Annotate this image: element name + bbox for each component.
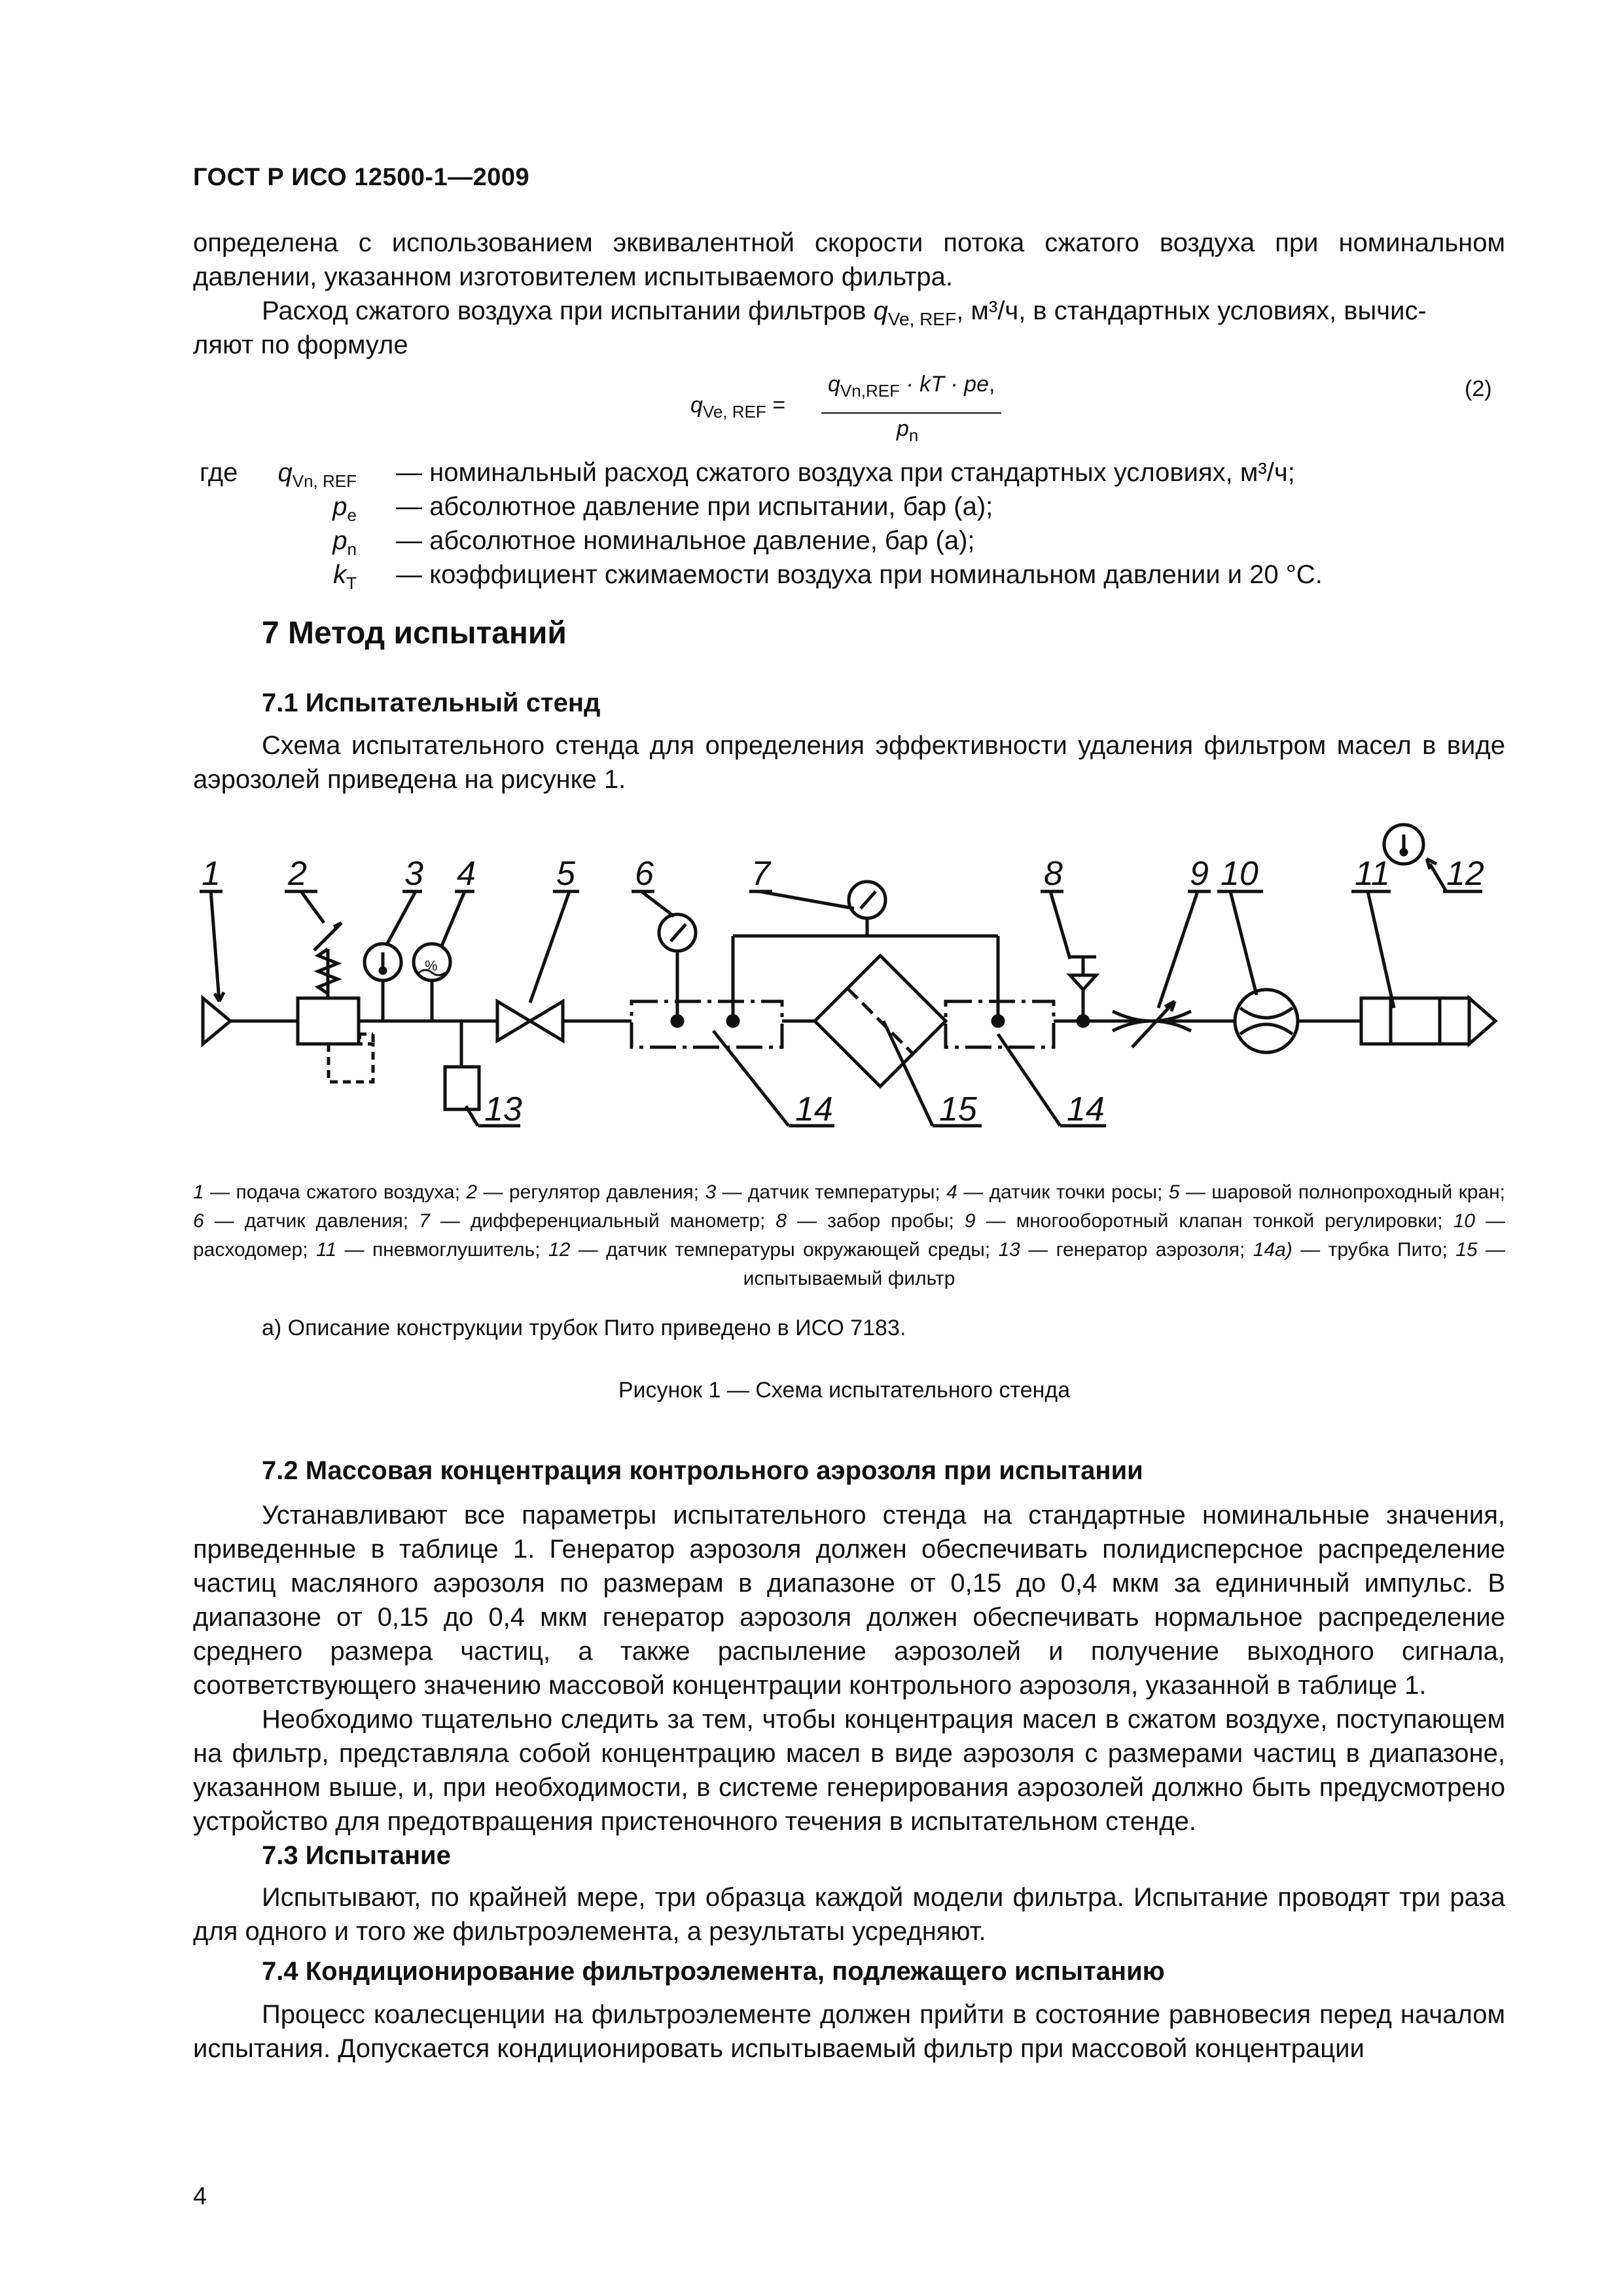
figure-label: 10 — [1221, 855, 1258, 893]
figure-label: 5 — [556, 855, 575, 893]
subsection-heading-7-1: 7.1 Испытательный стенд — [262, 689, 601, 717]
figure-label: 2 — [288, 855, 307, 893]
def-symbol: $p_n$ — [332, 526, 357, 559]
flow-rate-subscript: Ve, REF — [887, 309, 957, 329]
figure-label: 4 — [457, 855, 476, 893]
figure-label: 11 — [1355, 855, 1390, 893]
pitot-tube-icon — [632, 1001, 782, 1047]
ball-valve-icon — [497, 1001, 530, 1041]
where-label: где — [200, 458, 238, 487]
page-number: 4 — [193, 2183, 207, 2210]
paragraph-flow-rate-line2: ляют по формуле — [193, 331, 408, 359]
figure-label: 14 — [1067, 1090, 1105, 1128]
paragraph-7-2-b: Необходимо тщательно следить за тем, чтобы концентрация масел в сжатом воздухе, поступающем на фильтр, представляла собой концентрацию масел в виде аэрозоля с размерами частиц в диапазоне, указанном выше, и, при необходимости, в системе генерирования аэрозолей должно быть предусмотрено устройство для предотвращения пристеночного течения в испытательном стенде. — [193, 1705, 1505, 1836]
fraction-bar — [821, 412, 1001, 414]
paragraph-flow-rate — [262, 294, 1427, 336]
paragraph-continuation: определена с использованием эквивалентной скорости потока сжатого воздуха при номинальном давлении, указанном изготовителем испытываемого фильтра. — [193, 228, 1505, 291]
figure-label: 1 — [202, 855, 221, 893]
def-text: — номинальный расход сжатого воздуха при стандартных условиях, м³/ч; — [396, 458, 1295, 487]
pressure-regulator-icon — [298, 998, 359, 1044]
compressed-air-inlet-icon — [203, 998, 230, 1044]
subsection-heading-7-3: 7.3 Испытание — [262, 1841, 451, 1870]
formula-number: (2) — [1465, 376, 1492, 401]
formula-denominator: $p_n$ — [897, 416, 919, 445]
section-heading-7: 7 Метод испытаний — [262, 616, 567, 651]
def-text: — коэффициент сжимаемости воздуха при номинальном давлении и 20 °С. — [396, 560, 1323, 589]
paragraph-7-1: Схема испытательного стенда для определения эффективности удаления фильтром масел в виде аэрозолей приведена на рисунке 1. — [193, 731, 1505, 794]
formula-numerator: $q_{Vn,REF}$ · kT · pe, — [828, 372, 995, 401]
def-text: — абсолютное номинальное давление, бар (а); — [396, 526, 975, 555]
flow-rate-rest: , м³/ч, в стандартных условиях, вычис- — [956, 296, 1427, 325]
figure-label: 12 — [1446, 855, 1484, 893]
paragraph-7-4: Процесс коалесценции на фильтроэлементе должен прийти в состояние равновесия перед началом испытания. Допускается кондиционировать испытываемый фильтр при массовой концентрации — [193, 2000, 1505, 2063]
figure-label: 8 — [1044, 855, 1063, 893]
def-symbol: $p_e$ — [332, 492, 357, 525]
figure-label: 14 — [795, 1090, 833, 1128]
paragraph-7-3: Испытывают, по крайней мере, три образца каждой модели фильтра. Испытание проводят три раза для одного и того же фильтроэлемента, а результаты усредняют. — [193, 1883, 1505, 1946]
def-symbol: $q_{Vn, REF}$ — [277, 458, 357, 491]
figure-label: 6 — [635, 855, 654, 893]
figure-legend: 1 — подача сжатого воздуха; 2 — регулятор давления; 3 — датчик температуры; 4 — датчик точки росы; 5 — шаровой полнопроходный кран; 6 — датчик давления; 7 — дифференциальный манометр; 8 — забор пробы; 9 — многооборотный клапан тонкой регулировки; 10 — расходомер; 11 — пневмоглушитель; 12 — датчик температуры окружающей среды; 13 — генератор аэрозоля; 14а) — трубка Пито; 15 — испытываемый фильтр — [193, 1181, 1505, 1289]
figure-label: 9 — [1190, 855, 1209, 893]
flow-rate-text: Расход сжатого воздуха при испытании фильтров — [262, 296, 866, 325]
figure-label: 15 — [939, 1090, 977, 1128]
figure-label: 7 — [751, 855, 770, 893]
silencer-icon — [1361, 998, 1469, 1044]
figure-label: 3 — [404, 855, 423, 893]
aerosol-generator-icon — [445, 1067, 479, 1109]
subsection-heading-7-2: 7.2 Массовая концентрация контрольного аэрозоля при испытании — [262, 1456, 1143, 1485]
def-symbol: $k_T$ — [333, 560, 357, 593]
sample-point-icon — [1070, 975, 1096, 990]
test-bench-diagram — [190, 812, 1518, 1165]
formula-lhs: $q_{Ve, REF}$ = — [690, 393, 786, 422]
percent-symbol: % — [425, 958, 438, 974]
flow-rate-symbol: q — [873, 296, 888, 325]
figure-label: 13 — [484, 1090, 522, 1128]
figure-caption: Рисунок 1 — Схема испытательного стенда — [618, 1378, 1071, 1403]
formula-definitions — [200, 456, 1508, 600]
def-text: — абсолютное давление при испытании, бар (а); — [396, 492, 993, 521]
flowmeter-icon — [1235, 990, 1298, 1052]
document-header: ГОСТ Р ИСО 12500-1—2009 — [193, 164, 530, 191]
paragraph-7-2-a: Устанавливают все параметры испытательного стенда на стандартные номинальные значения, приведенные в таблице 1. Генератор аэрозоля должен обеспечивать полидисперсное распределение частиц масляного аэрозоля по размерам в диапазоне от 0,15 до 0,4 мкм за единичный импульс. В диапазоне от 0,15 до 0,4 мкм генератор аэрозоля должен обеспечивать нормальное распределение среднего размера частиц, а также распыление аэрозолей и получение выходного сигнала, соответствующего значению массовой концентрации контрольного аэрозоля, указанной в таблице 1. — [193, 1501, 1505, 1700]
subsection-heading-7-4: 7.4 Кондиционирование фильтроэлемента, подлежащего испытанию — [262, 1957, 1165, 1986]
figure-footnote: а) Описание конструкции трубок Пито приведено в ИСО 7183. — [262, 1316, 906, 1340]
